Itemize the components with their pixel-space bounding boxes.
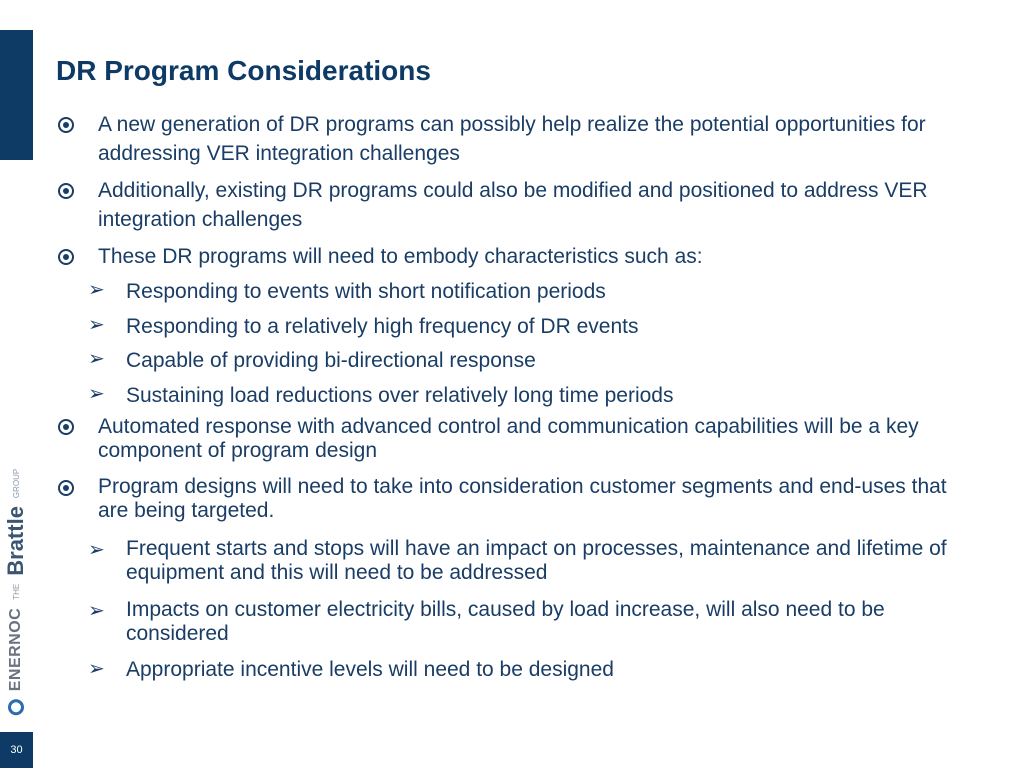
bullet-item: A new generation of DR programs can possibly help realize the potential opportunities for addressing VER integration challenges bbox=[98, 113, 926, 165]
bullet-icon bbox=[58, 480, 74, 496]
brand-accent-bar bbox=[0, 30, 33, 160]
bullet-icon bbox=[58, 419, 74, 435]
sidebar-logos bbox=[0, 462, 33, 722]
arrow-bullet-icon: ➢ bbox=[88, 348, 105, 370]
bullet-icon bbox=[58, 249, 74, 265]
sub-bullet-item: Capable of providing bi-directional response bbox=[126, 349, 536, 372]
brattle-logo: Brattle bbox=[3, 506, 28, 576]
sub-bullet-item: Sustaining load reductions over relatively long time periods bbox=[126, 384, 674, 407]
bullet-item: Additionally, existing DR programs could also be modified and positioned to address VER integration challenges bbox=[98, 179, 928, 231]
sub-bullet-item: Impacts on customer electricity bills, caused by load increase, will also need to be considered bbox=[126, 598, 885, 645]
bullet-item: These DR programs will need to embody characteristics such as: bbox=[98, 245, 703, 268]
sub-bullet-item: Frequent starts and stops will have an impact on processes, maintenance and lifetime of equipment and this will need to be addressed bbox=[126, 537, 947, 584]
bullet-item: Automated response with advanced control and communication capabilities will be a key component of program design bbox=[98, 415, 919, 462]
page-title: DR Program Considerations bbox=[56, 55, 431, 86]
bullet-item: Program designs will need to take into consideration customer segments and end-uses that are being targeted. bbox=[98, 475, 947, 522]
arrow-bullet-icon: ➢ bbox=[88, 314, 105, 336]
sub-bullet-item: Responding to a relatively high frequency of DR events bbox=[126, 315, 639, 338]
arrow-bullet-icon: ➢ bbox=[88, 279, 105, 301]
sub-bullet-item: Responding to events with short notification periods bbox=[126, 280, 606, 303]
arrow-bullet-icon: ➢ bbox=[88, 383, 105, 405]
arrow-bullet-icon: ➢ bbox=[88, 600, 105, 622]
bullet-icon bbox=[58, 117, 74, 133]
brattle-the: THE bbox=[11, 583, 21, 600]
bullet-icon bbox=[58, 183, 74, 199]
enernoc-logo: ENERNOC bbox=[7, 607, 24, 692]
page-number: 30 bbox=[0, 732, 33, 768]
sub-bullet-item: Appropriate incentive levels will need to be designed bbox=[126, 658, 614, 681]
brattle-group: GROUP bbox=[11, 468, 21, 499]
enernoc-logo-icon bbox=[8, 699, 24, 715]
logo-strip bbox=[3, 469, 29, 716]
arrow-bullet-icon: ➢ bbox=[88, 658, 105, 680]
arrow-bullet-icon: ➢ bbox=[88, 539, 105, 561]
